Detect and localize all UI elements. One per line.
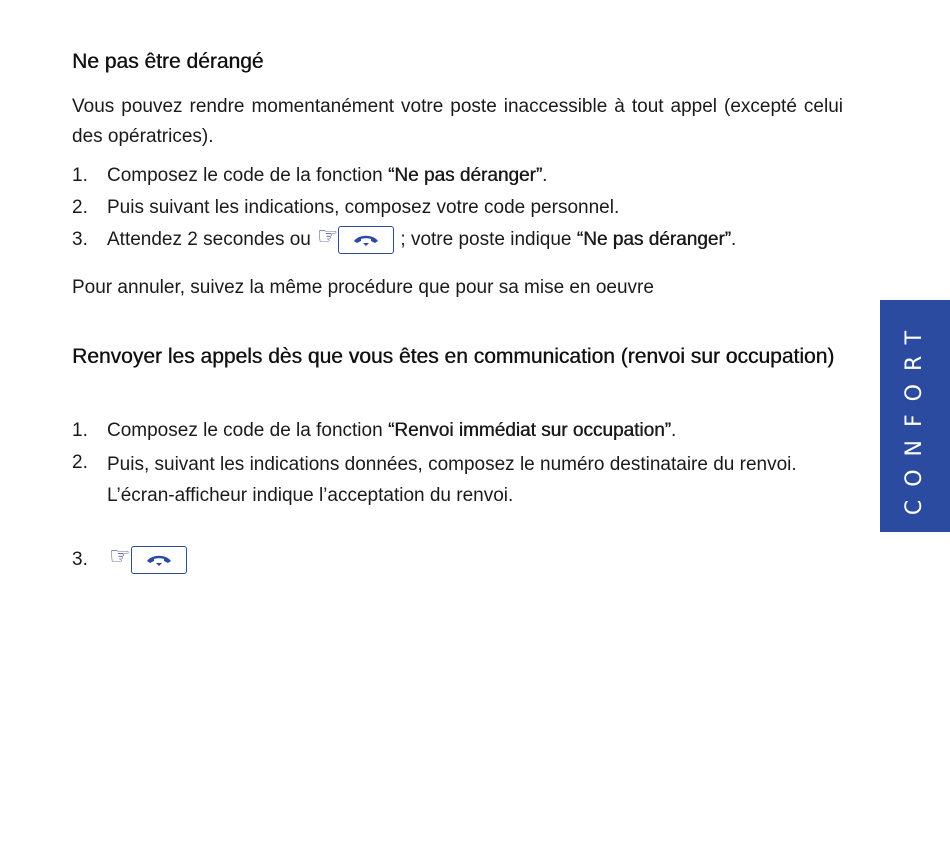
step-text-end: .	[670, 420, 677, 441]
side-tab-confort	[880, 300, 950, 532]
hang-up-key-icon	[338, 226, 394, 254]
press-key-sequence	[316, 222, 395, 254]
step-number: 1.	[72, 165, 88, 186]
step-text-plain: Attendez 2 secondes ou	[107, 229, 311, 250]
step-text-plain: ; votre poste indique	[400, 229, 577, 250]
step-text	[107, 222, 843, 257]
cancel-paragraph: Pour annuler, suivez la même procédure que pour sa mise en oeuvre	[72, 277, 654, 298]
hang-up-key-icon	[131, 546, 187, 574]
intro-paragraph: Vous pouvez rendre momentanément votre poste inaccessible à tout appel (excepté celui des opératrices).	[72, 96, 843, 147]
list-item	[72, 161, 843, 193]
pointing-hand-icon: ☞	[316, 222, 339, 250]
step-text-end: .	[730, 229, 737, 250]
step-text-plain: Composez le code de la fonction	[107, 165, 388, 186]
step-number: 3.	[72, 229, 88, 250]
steps-list-forward-on-busy	[72, 416, 843, 576]
list-item	[72, 448, 843, 544]
list-item	[72, 416, 843, 448]
list-item	[72, 222, 843, 257]
step-text: Puis suivant les indications, composez votre code personnel.	[107, 197, 620, 218]
steps-list-do-not-disturb	[72, 161, 843, 257]
step-number: 2.	[72, 452, 88, 473]
function-name: “Ne pas déranger”	[576, 229, 731, 250]
step-number: 2.	[72, 197, 88, 218]
step-number: 3.	[72, 549, 88, 570]
step-note: L’écran-afficheur indique l’acceptation du renvoi.	[107, 485, 514, 506]
step-text-end: .	[542, 165, 548, 186]
side-tab-label: CONFORT	[902, 317, 928, 515]
section-title-do-not-disturb: Ne pas être dérangé	[72, 50, 264, 73]
step-text-plain: Composez le code de la fonction	[107, 420, 388, 441]
list-item	[72, 544, 843, 576]
press-key-sequence	[109, 543, 187, 574]
pointing-hand-icon: ☞	[109, 543, 131, 570]
function-name: “Renvoi immédiat sur occupation”	[387, 420, 671, 441]
list-item	[72, 193, 843, 225]
step-text	[107, 161, 843, 193]
section-title-forward-on-busy: Renvoyer les appels dès que vous êtes en communication (renvoi sur occupation)	[72, 345, 835, 368]
step-text-block	[107, 448, 843, 511]
function-name: “Ne pas déranger”	[387, 165, 543, 186]
step-text: Puis, suivant les indications données, composez le numéro destinataire du renvoi.	[107, 454, 797, 475]
step-number: 1.	[72, 420, 88, 441]
step-text	[107, 416, 843, 448]
